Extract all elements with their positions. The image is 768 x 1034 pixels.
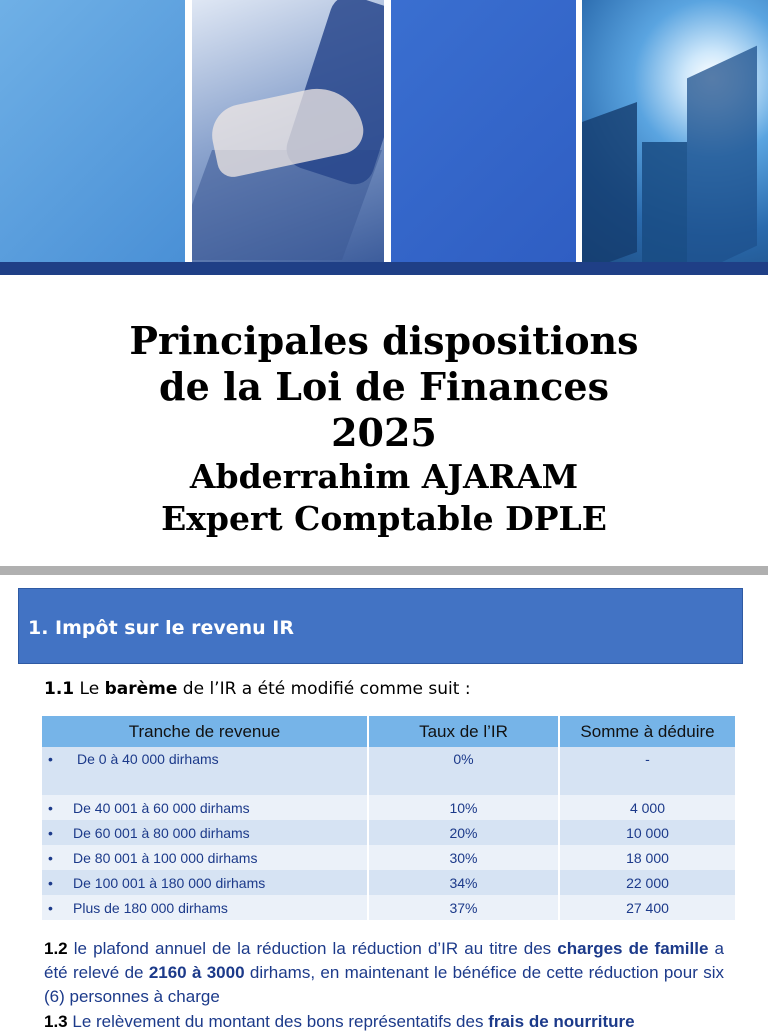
item-number: 1.2: [44, 939, 68, 958]
section-header: [18, 588, 743, 664]
cell-taux: 30%: [368, 845, 559, 870]
cell-somme: 4 000: [559, 795, 736, 820]
table-row: [42, 820, 736, 845]
tower-shape: [582, 102, 637, 262]
cell-somme: 27 400: [559, 895, 736, 920]
cell-somme: -: [559, 747, 736, 795]
tranche-label: Plus de 180 000 dirhams: [73, 899, 228, 916]
table-row: [42, 795, 736, 820]
cell-tranche: [42, 895, 368, 920]
bullet-icon: •: [48, 874, 53, 891]
title-block: [0, 318, 768, 540]
emphasis-text: charges de famille: [557, 939, 709, 958]
column-header-tranche: Tranche de revenue: [42, 716, 368, 747]
cell-tranche: [42, 795, 368, 820]
author-name: Abderrahim AJARAM: [189, 457, 579, 496]
table-row: [42, 747, 736, 795]
author-role: Expert Comptable DPLE: [161, 499, 607, 538]
banner-photo-skyscrapers: [582, 0, 768, 262]
paragraph-1-2: [44, 937, 724, 1009]
emphasis-text: 2160 à 3000: [148, 963, 245, 982]
tranche-label: De 40 001 à 60 000 dirhams: [73, 799, 250, 816]
column-header-taux: Taux de l’IR: [368, 716, 559, 747]
section-title: 1. Impôt sur le revenu IR: [28, 617, 294, 639]
emphasis-text: frais de nourriture: [488, 1012, 635, 1031]
tower-shape: [687, 46, 757, 262]
tranche-label: De 60 001 à 80 000 dirhams: [73, 824, 250, 841]
table-row: [42, 895, 736, 920]
paragraph-text: dirhams, en maintenant le bénéfice de cette réduction pour six (6) personnes à charge: [44, 963, 724, 1006]
item-number: 1.1: [44, 679, 75, 699]
banner-photo-keyboard: [192, 0, 384, 262]
cell-somme: 10 000: [559, 820, 736, 845]
cell-somme: 18 000: [559, 845, 736, 870]
paragraph-text: a été relevé de: [44, 939, 725, 982]
bullet-icon: •: [48, 751, 53, 767]
cell-tranche: [42, 845, 368, 870]
section-divider: [0, 566, 768, 575]
intro-text: de l’IR a été modifié comme suit :: [182, 679, 471, 699]
banner-divider: [0, 262, 768, 275]
table-row: [42, 845, 736, 870]
paragraph-1-3: [44, 1010, 724, 1034]
table-row: [42, 870, 736, 895]
cell-tranche: [42, 820, 368, 845]
tranche-label: De 100 001 à 180 000 dirhams: [73, 874, 266, 891]
cell-somme: 22 000: [559, 870, 736, 895]
cell-taux: 10%: [368, 795, 559, 820]
ir-scale-table: [42, 716, 737, 920]
cell-taux: 34%: [368, 870, 559, 895]
banner-panel-royal-blue: [391, 0, 576, 262]
intro-line: [44, 679, 471, 699]
cell-tranche: [42, 870, 368, 895]
intro-keyword: barème: [104, 679, 178, 699]
bullet-icon: •: [48, 899, 53, 916]
item-number: 1.3: [44, 1012, 68, 1031]
paragraph-text: le plafond annuel de la réduction la réduction d’IR au titre des: [73, 939, 552, 958]
tranche-label: De 0 à 40 000 dirhams: [77, 751, 219, 767]
intro-text: Le: [79, 679, 100, 699]
tranche-label: De 80 001 à 100 000 dirhams: [73, 849, 258, 866]
paragraph-text: Le relèvement du montant des bons représentatifs des: [72, 1012, 484, 1031]
header-banner: [0, 0, 768, 262]
banner-panel-blue: [0, 0, 185, 262]
cell-taux: 20%: [368, 820, 559, 845]
bullet-icon: •: [48, 799, 53, 816]
bullet-icon: •: [48, 824, 53, 841]
cell-taux: 0%: [368, 747, 559, 795]
table-header-row: [42, 716, 736, 747]
tower-shape: [642, 142, 687, 262]
cell-tranche: [42, 747, 368, 795]
cell-taux: 37%: [368, 895, 559, 920]
presentation-title: Principales dispositions de la Loi de Finances 2025: [129, 318, 639, 455]
bullet-icon: •: [48, 849, 53, 866]
column-header-somme: Somme à déduire: [559, 716, 736, 747]
